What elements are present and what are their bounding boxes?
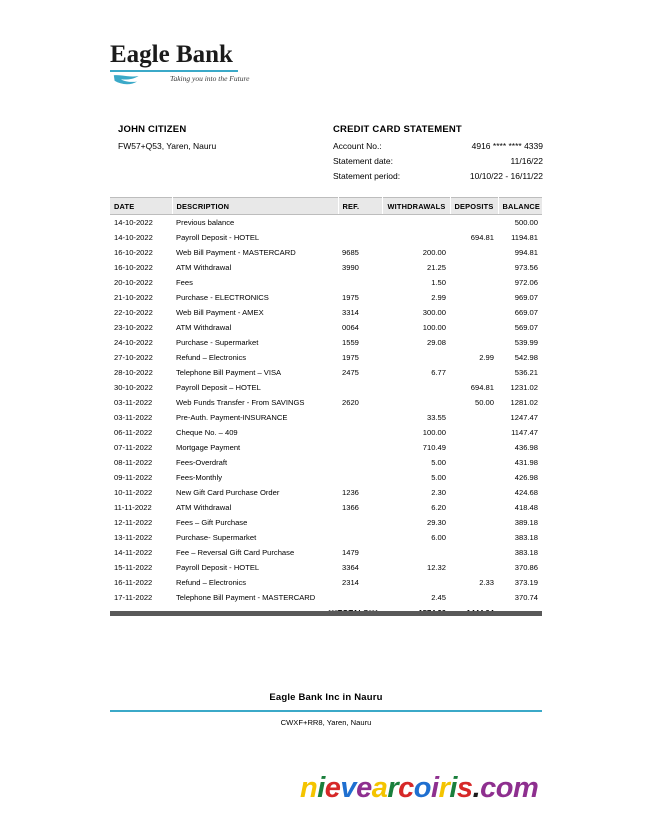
table-row <box>110 365 542 380</box>
cell-balance: 370.74 <box>514 593 538 602</box>
cell-withdrawals <box>382 380 450 395</box>
footer-address: CWXF+RR8, Yaren, Nauru <box>280 717 372 727</box>
cell-date: 06-11-2022 <box>114 428 153 437</box>
cell-ref: 3314 <box>342 308 359 317</box>
cell-withdrawals: 2.30 <box>431 488 446 497</box>
cell-date: 17-11-2022 <box>114 593 153 602</box>
cell-description: Payroll Deposit - HOTEL <box>176 233 260 242</box>
cell-date: 13-11-2022 <box>114 533 153 542</box>
table-row <box>110 305 542 320</box>
cell-date: 16-10-2022 <box>114 248 153 257</box>
cell-deposits <box>450 215 498 231</box>
bank-tagline: Taking you into the Future <box>170 74 250 83</box>
cell-description: Telephone Bill Payment - MASTERCARD <box>176 593 316 602</box>
cell-deposits <box>450 410 498 425</box>
cell-balance: 1231.02 <box>510 383 538 392</box>
cell-ref <box>338 230 382 245</box>
cell-balance: 539.99 <box>514 338 538 347</box>
cell-ref: 1236 <box>342 488 359 497</box>
cell-ref: 2314 <box>342 578 359 587</box>
cell-deposits <box>450 290 498 305</box>
cell-balance: 972.06 <box>514 278 538 287</box>
cell-balance: 424.68 <box>514 488 538 497</box>
cell-description: Purchase - Supermarket <box>176 338 259 347</box>
table-row <box>110 335 542 350</box>
cell-description: Refund – Electronics <box>176 353 247 362</box>
field-value: 4916 **** **** 4339 <box>471 141 543 151</box>
cell-balance: 969.07 <box>514 293 538 302</box>
cell-balance: 431.98 <box>514 458 538 467</box>
table-row <box>110 545 542 560</box>
cell-deposits <box>450 245 498 260</box>
customer-block <box>118 124 318 151</box>
cell-description: ATM Withdrawal <box>176 323 232 332</box>
cell-description: Fees – Gift Purchase <box>176 518 248 527</box>
column-header-withdrawals: WITHDRAWALS <box>382 198 450 215</box>
cell-balance: 1281.02 <box>510 398 538 407</box>
cell-date: 07-11-2022 <box>114 443 153 452</box>
cell-ref <box>338 425 382 440</box>
cell-date: 21-10-2022 <box>114 293 153 302</box>
cell-withdrawals: 300.00 <box>422 308 446 317</box>
cell-ref: 2620 <box>342 398 359 407</box>
cell-withdrawals: 6.20 <box>431 503 446 512</box>
table-row <box>110 500 542 515</box>
table-row <box>110 350 542 365</box>
cell-date: 15-11-2022 <box>114 563 153 572</box>
table-row <box>110 320 542 335</box>
cell-withdrawals: 12.32 <box>426 563 446 572</box>
transactions-table <box>110 197 542 620</box>
bank-logo <box>110 42 350 90</box>
cell-deposits <box>450 500 498 515</box>
cell-description: Fee – Reversal Gift Card Purchase <box>176 548 295 557</box>
cell-balance: 542.98 <box>514 353 538 362</box>
cell-ref <box>338 515 382 530</box>
eagle-bird-icon <box>112 72 146 88</box>
cell-deposits <box>450 530 498 545</box>
cell-ref: 1366 <box>342 503 359 512</box>
cell-description: Fees <box>176 278 193 287</box>
cell-balance: 383.18 <box>514 548 538 557</box>
cell-ref <box>338 530 382 545</box>
cell-date: 09-11-2022 <box>114 473 153 482</box>
cell-deposits <box>450 515 498 530</box>
customer-address: FW57+Q53, Yaren, Nauru <box>118 141 217 151</box>
cell-date: 24-10-2022 <box>114 338 153 347</box>
cell-withdrawals: 6.00 <box>431 533 446 542</box>
table-row <box>110 425 542 440</box>
cell-date: 11-11-2022 <box>114 503 152 512</box>
cell-description: Previous balance <box>176 218 235 227</box>
cell-withdrawals: 33.55 <box>426 413 446 422</box>
cell-date: 30-10-2022 <box>114 383 153 392</box>
cell-description: Telephone Bill Payment – VISA <box>176 368 282 377</box>
cell-description: Payroll Deposit - HOTEL <box>176 563 260 572</box>
table-row <box>110 485 542 500</box>
cell-ref <box>338 590 382 605</box>
cell-balance: 536.21 <box>514 368 538 377</box>
cell-deposits <box>450 320 498 335</box>
cell-date: 03-11-2022 <box>114 413 153 422</box>
cell-ref: 1975 <box>342 293 359 302</box>
cell-date: 20-10-2022 <box>114 278 153 287</box>
cell-balance: 994.81 <box>514 248 538 257</box>
cell-balance: 1147.47 <box>511 428 538 437</box>
cell-description: Fees-Overdraft <box>176 458 228 467</box>
cell-withdrawals <box>382 395 450 410</box>
cell-balance: 500.00 <box>514 218 538 227</box>
cell-date: 28-10-2022 <box>114 368 153 377</box>
statement-field-row <box>333 141 543 156</box>
cell-ref: 2475 <box>342 368 359 377</box>
table-row <box>110 470 542 485</box>
cell-balance: 569.07 <box>514 323 538 332</box>
cell-date: 22-10-2022 <box>114 308 153 317</box>
cell-balance: 383.18 <box>514 533 538 542</box>
cell-deposits: 694.81 <box>470 233 494 242</box>
cell-balance: 436.98 <box>514 443 538 452</box>
cell-withdrawals: 29.08 <box>426 338 446 347</box>
cell-ref <box>338 410 382 425</box>
cell-date: 10-11-2022 <box>114 488 153 497</box>
cell-deposits <box>450 485 498 500</box>
table-row <box>110 380 542 395</box>
table-row <box>110 530 542 545</box>
cell-deposits <box>450 470 498 485</box>
cell-description: Fees-Monthly <box>176 473 223 482</box>
cell-withdrawals <box>382 215 450 231</box>
cell-deposits <box>450 455 498 470</box>
cell-deposits <box>450 275 498 290</box>
cell-deposits: 2.33 <box>479 578 494 587</box>
cell-description: Purchase - ELECTRONICS <box>176 293 269 302</box>
table-row <box>110 410 542 425</box>
table-body <box>110 215 542 621</box>
cell-withdrawals <box>382 230 450 245</box>
cell-date: 12-11-2022 <box>114 518 153 527</box>
cell-date: 08-11-2022 <box>114 458 153 467</box>
cell-withdrawals: 1.50 <box>431 278 446 287</box>
table-row <box>110 440 542 455</box>
cell-withdrawals: 5.00 <box>431 473 446 482</box>
cell-balance: 1247.47 <box>510 413 538 422</box>
cell-deposits <box>450 545 498 560</box>
cell-date: 14-10-2022 <box>114 218 153 227</box>
cell-date: 16-11-2022 <box>114 578 153 587</box>
cell-ref: 1975 <box>342 353 359 362</box>
cell-deposits <box>450 365 498 380</box>
cell-description: Web Bill Payment - AMEX <box>176 308 264 317</box>
cell-balance: 1194.81 <box>511 233 538 242</box>
cell-deposits <box>450 425 498 440</box>
cell-deposits <box>450 440 498 455</box>
cell-balance: 669.07 <box>514 308 538 317</box>
cell-ref <box>338 470 382 485</box>
cell-withdrawals: 5.00 <box>431 458 446 467</box>
field-value: 10/10/22 - 16/11/22 <box>469 171 543 181</box>
cell-deposits <box>450 305 498 320</box>
cell-deposits <box>450 335 498 350</box>
column-header-deposits: DEPOSITS <box>450 198 498 215</box>
table-row <box>110 515 542 530</box>
cell-description: Web Funds Transfer - From SAVINGS <box>176 398 305 407</box>
cell-withdrawals: 100.00 <box>422 323 446 332</box>
cell-withdrawals: 6.77 <box>431 368 446 377</box>
statement-fields <box>333 141 543 186</box>
cell-date: 27-10-2022 <box>114 353 153 362</box>
table-header-row <box>110 198 542 215</box>
cell-withdrawals: 2.45 <box>431 593 446 602</box>
cell-ref: 1559 <box>342 338 359 347</box>
cell-balance: 389.18 <box>514 518 538 527</box>
cell-ref: 0064 <box>342 323 359 332</box>
cell-balance: 973.56 <box>514 263 538 272</box>
cell-deposits <box>450 260 498 275</box>
cell-withdrawals: 2.99 <box>431 293 446 302</box>
column-header-description: DESCRIPTION <box>172 198 338 215</box>
table-row <box>110 590 542 605</box>
cell-balance: 418.48 <box>514 503 538 512</box>
footer-divider <box>110 710 542 712</box>
statement-field-row <box>333 156 543 171</box>
statement-info-block <box>333 124 543 186</box>
cell-ref: 1479 <box>342 548 359 557</box>
cell-deposits: 2.99 <box>479 353 494 362</box>
statement-title: CREDIT CARD STATEMENT <box>333 124 462 135</box>
cell-ref <box>338 455 382 470</box>
statement-field-row <box>333 171 543 186</box>
customer-name: JOHN CITIZEN <box>118 124 187 135</box>
cell-date: 16-10-2022 <box>114 263 153 272</box>
field-label: Statement period: <box>333 171 401 181</box>
table-row <box>110 260 542 275</box>
cell-withdrawals: 200.00 <box>422 248 446 257</box>
cell-withdrawals: 100.00 <box>422 428 446 437</box>
table-row <box>110 290 542 305</box>
table-row <box>110 215 542 231</box>
table-row <box>110 560 542 575</box>
cell-ref <box>338 215 382 231</box>
cell-date: 23-10-2022 <box>114 323 153 332</box>
cell-ref: 3364 <box>342 563 359 572</box>
cell-description: Pre-Auth. Payment-INSURANCE <box>176 413 288 422</box>
table-row <box>110 275 542 290</box>
cell-deposits: 50.00 <box>474 398 494 407</box>
field-value: 11/16/22 <box>510 156 543 166</box>
table-bottom-divider <box>110 611 542 616</box>
cell-date: 03-11-2022 <box>114 398 153 407</box>
cell-description: ATM Withdrawal <box>176 503 232 512</box>
table-row <box>110 395 542 410</box>
cell-withdrawals: 710.49 <box>422 443 446 452</box>
cell-ref <box>338 275 382 290</box>
cell-date: 14-10-2022 <box>114 233 153 242</box>
cell-description: Mortgage Payment <box>176 443 241 452</box>
cell-date: 14-11-2022 <box>114 548 153 557</box>
cell-description: Cheque No. – 409 <box>176 428 238 437</box>
cell-withdrawals <box>382 575 450 590</box>
watermark: nievearcoiris.com <box>300 772 539 804</box>
cell-withdrawals <box>382 545 450 560</box>
cell-description: Refund – Electronics <box>176 578 247 587</box>
cell-description: ATM Withdrawal <box>176 263 232 272</box>
cell-deposits: 694.81 <box>470 383 494 392</box>
cell-ref: 9685 <box>342 248 359 257</box>
field-label: Statement date: <box>333 156 394 166</box>
cell-balance: 370.86 <box>514 563 538 572</box>
cell-ref: 3990 <box>342 263 359 272</box>
column-header-ref: REF. <box>338 198 382 215</box>
cell-withdrawals: 21.25 <box>426 263 446 272</box>
cell-description: Payroll Deposit – HOTEL <box>176 383 261 392</box>
field-label: Account No.: <box>333 141 382 151</box>
cell-ref <box>338 380 382 395</box>
table-row <box>110 230 542 245</box>
table-row <box>110 245 542 260</box>
column-header-date: DATE <box>110 198 172 215</box>
footer-block <box>110 692 542 727</box>
cell-description: Web Bill Payment - MASTERCARD <box>176 248 296 257</box>
cell-balance: 426.98 <box>514 473 538 482</box>
cell-balance: 373.19 <box>514 578 538 587</box>
cell-ref <box>338 440 382 455</box>
cell-description: Purchase- Supermarket <box>176 533 257 542</box>
cell-withdrawals <box>382 350 450 365</box>
cell-withdrawals: 29.30 <box>426 518 446 527</box>
footer-title: Eagle Bank Inc in Nauru <box>269 692 383 703</box>
cell-deposits <box>450 560 498 575</box>
cell-deposits <box>450 590 498 605</box>
cell-description: New Gift Card Purchase Order <box>176 488 280 497</box>
table-row <box>110 455 542 470</box>
table-row <box>110 575 542 590</box>
column-header-balance: BALANCE <box>498 198 542 215</box>
bank-name: Eagle Bank <box>110 41 233 68</box>
